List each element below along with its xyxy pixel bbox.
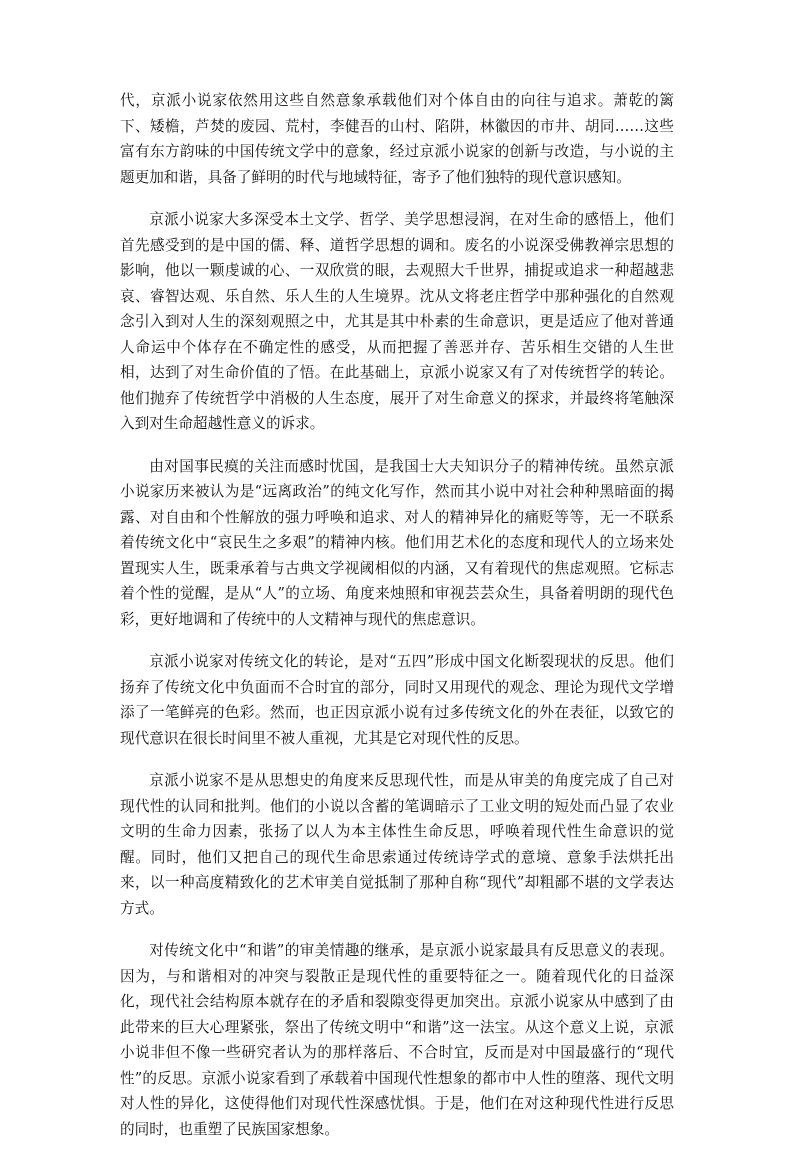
paragraph-2: 京派小说家大多深受本土文学、哲学、美学思想浸润，在对生命的感悟上，他们首先感受到的是中国的儒、释、道哲学思想的调和。废名的小说深受佛教禅宗思想的影响，他以一颗虔诚的心、一双欣赏的眼，去观照大千世界，捕捉或追求一种超越悲哀、睿智达观、乐自然、乐人生的人生境界。沈从文将老庄哲学中那种强化的自然观念引入到对人生的深刻观照之中，尤其是其中朴素的生命意识，更是适应了他对普通人命运中个体存在不确定性的感受，从而把握了善恶并存、苦乐相生交错的人生世相，达到了对生命价值的了悟。在此基础上，京派小说家又有了对传统哲学的转论。他们抛弃了传统哲学中消极的人生态度，展开了对生命意义的探求，并最终将笔触深入到对生命超越性意义的诉求。	[120, 211, 674, 432]
paragraph-1: 代，京派小说家依然用这些自然意象承载他们对个体自由的向往与追求。萧乾的篱下、矮檐，芦焚的废园、荒村，李健吾的山村、陷阱，林徽因的市井、胡同……这些富有东方韵味的中国传统文学中的意象，经过京派小说家的创新与改造，与小说的主题更加和谐，具备了鲜明的时代与地域特征，寄予了他们独特的现代意识感知。	[120, 92, 674, 186]
paragraph-4: 京派小说家对传统文化的转论，是对“五四”形成中国文化断裂现状的反思。他们扬弃了传统文化中负面而不合时宜的部分，同时又用现代的观念、理论为现代文学增添了一笔鲜亮的色彩。然而，也正因京派小说有过多传统文化的外在表征，以致它的现代意识在很长时间里不被人重视，尤其是它对现代性的反思。	[120, 653, 674, 747]
document-body	[120, 88, 674, 1159]
paragraph-5: 京派小说家不是从思想史的角度来反思现代性，而是从审美的角度完成了自己对现代性的认同和批判。他们的小说以含蓄的笔调暗示了工业文明的短处而凸显了农业文明的生命力因素，张扬了以人为本主体性生命反思，呼唤着现代性生命意识的觉醒。同时，他们又把自己的现代生命思索通过传统诗学式的意境、意象手法烘托出来，以一种高度精致化的艺术审美自觉抵制了那种自称“现代”却粗鄙不堪的文学表达方式。	[120, 772, 674, 917]
paragraph-6: 对传统文化中“和谐”的审美情趣的继承，是京派小说家最具有反思意义的表现。因为，与和谐相对的冲突与裂散正是现代性的重要特征之一。随着现代化的日益深化，现代社会结构原本就存在的矛盾和裂隙变得更加突出。京派小说家从中感到了由此带来的巨大心理紧张，祭出了传统文明中“和谐”这一法宝。从这个意义上说，京派小说非但不像一些研究者认为的那样落后、不合时宜，反而是对中国最盛行的“现代性”的反思。京派小说家看到了承载着中国现代性想象的都市中人性的堕落、现代文明对人性的异化，这使得他们对现代性深感忧惧。于是，他们在对这种现代性进行反思的同时，也重塑了民族国家想象。	[120, 942, 674, 1138]
paragraph-3: 由对国事民瘼的关注而感时忧国，是我国士大夫知识分子的精神传统。虽然京派小说家历来被认为是“远离政治”的纯文化写作，然而其小说中对社会种种黑暗面的揭露、对自由和个性解放的强力呼唤和追求、对人的精神异化的痛贬等等，无一不联系着传统文化中“哀民生之多艰”的精神内核。他们用艺术化的态度和现代人的立场来处置现实人生，既秉承着与古典文学视阈相似的内涵，又有着现代的焦虑观照。它标志着个性的觉醒，是从“人”的立场、角度来烛照和审视芸芸众生，具备着明朗的现代色彩，更好地调和了传统中的人文精神与现代的焦虑意识。	[120, 457, 674, 628]
